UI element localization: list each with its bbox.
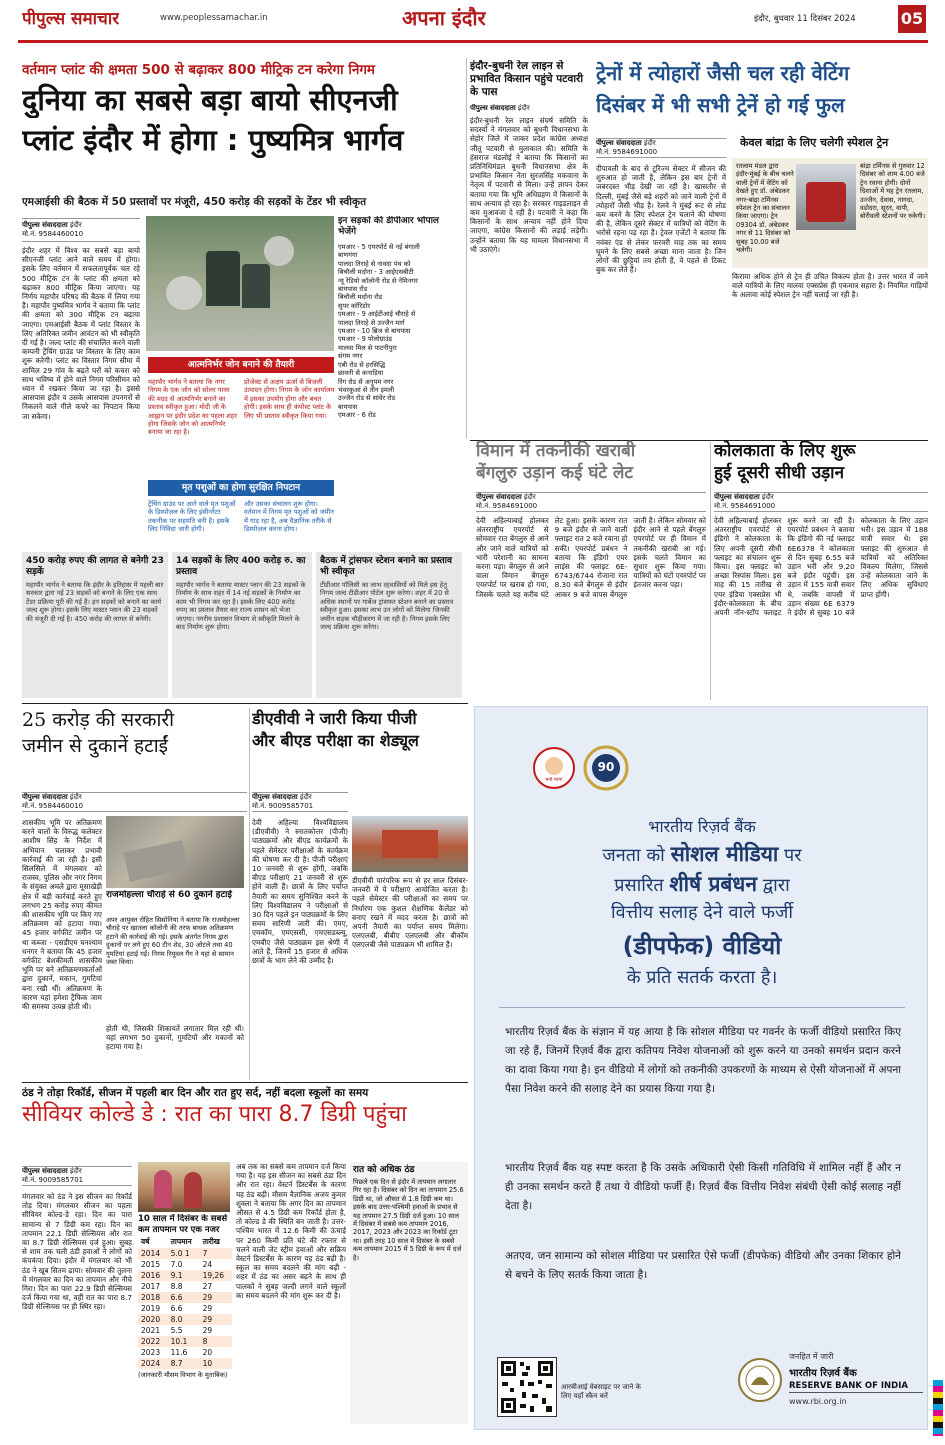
- story9-box: [350, 1162, 468, 1424]
- footer-english: RESERVE BANK OF INDIA: [789, 1381, 923, 1393]
- table-row: 2024 8.7 10: [138, 1358, 232, 1369]
- story9-byline-block: [22, 1166, 132, 1186]
- story2-byline: पीपुल्स संवाददाता: [470, 104, 516, 112]
- box-transfer-text: टीडीआर पॉलिसी का लाभ रहवासियों को मिले इस हेतु निगम जल्द टीडीआर पोर्टल शुरू करेगा। शहर में 20 से अधिक स्थानों पर गार्बेज ट्रांसफर स्टेशन बनाने का प्रस्ताव स्वीकृत हुआ। इसका लाभ उन लोगों को मिलेगा जिनकी जमीन सड़क चौड़ीकरण में जा रही है। निगम इसके लिए जल्द प्रक्रिया शुरू करेगा।: [320, 581, 454, 632]
- mascot-label: मनी मामा: [545, 777, 563, 783]
- story3-box-text-2: बांद्रा टर्मिनस से गुरुवार 12 दिसंबर को शाम 4.00 बजे ट्रेन रवाना होगी। दोनों दिशाओं में यह ट्रेन रतलाम, उज्जैन, देवास, नागदा, वडोदरा, सूरत, वापी, बोरीवली स्टेशनों पर रुकेगी।: [860, 162, 926, 221]
- box-green-b: प्रोजेक्ट से अक्षय ऊर्जा से बिजली उत्पादन होगा। निगम के जोन कार्यालय में इसका उपयोग होगा और बचत होगी। इसके साथ ही कंपोस्ट प्लांट के लिए भी प्रस्ताव स्वीकृत किया गया।: [244, 378, 335, 420]
- tank-shape: [264, 236, 294, 266]
- masthead-logo: पीपुल्स समाचार: [22, 9, 120, 29]
- box-400cr-head: 14 सड़कों के लिए 400 करोड़ रु. का प्रस्ताव: [176, 556, 306, 577]
- ad-line5: (डीपफेक) वीडियो: [622, 932, 782, 960]
- story4-place: इंदौर: [523, 493, 536, 501]
- story5-byline: पीपुल्स संवाददाता: [714, 493, 760, 501]
- ad-line6: के प्रति सतर्क करता है।: [626, 967, 778, 988]
- ad-line2c: पर: [778, 845, 802, 866]
- ad-para1: भारतीय रिज़र्व बैंक के संज्ञान में यह आया है कि सोशल मीडिया पर गवर्नर के फर्जी वीडियो प्रसारित किए जा रहे हैं, जिनमें रिज़र्व बैंक द्वारा कतिपय निवेश योजनाओं को शुरू करने या उनको समर्थन प्रदान करने का दावा किया गया है। इन वीडियो में लोगों को तकनीकी उपकरणों के माध्यम से ऐसी योजनाओं में अपना पैसा निवेश करने की सलाह देने का प्रयास किया गया है।: [505, 1026, 901, 1095]
- story3-headline-1: ट्रेनों में त्योहारों जैसी चल रही वेटिंग: [596, 61, 850, 85]
- story9-byline: पीपुल्स संवाददाता: [22, 1167, 68, 1175]
- story3-box-text: रतलाम मंडल द्वारा इंदौर-मुंबई के बीच चलने वाली ट्रेनों में वेटिंग को देखते हुए डॉ. अंबेडकर नगर-बांद्रा टर्मिनस स्पेशल ट्रेन का संचालन किया जाएगा। ट्रेन 09304 डॉ. अंबेडकर नगर से 11 दिसंबर को सुबह 10.00 बजे चलेगी।: [736, 162, 794, 255]
- tank-shape: [166, 276, 202, 310]
- list-item: एबी रोड से हरसिद्धि: [338, 360, 386, 369]
- story4-mob: मो.नं. 9584691000: [476, 502, 538, 510]
- rbi-logo-svg: [737, 1357, 783, 1403]
- col-rule: [249, 708, 250, 1080]
- story8-photo: [352, 816, 468, 872]
- box-450cr-text: महापौर भार्गव ने बताया कि इंदौर के इतिहास में पहली बार सरकार द्वारा नई 23 सड़कों को बनाने के लिए एक साथ टेंडर प्रक्रिया पूरी की गई है। इन सड़कों को बनाने का कार्य जल्द शुरू होगा। इसके लिए मास्टर प्लान की 23 सड़कों की मंजूरी दी गई है। 450 करोड़ की लागत से बनेगी।: [26, 581, 164, 623]
- story4-headline-1: विमान में तकनीकी खराबी: [476, 441, 636, 461]
- masthead-url[interactable]: www.peoplessamachar.in: [160, 13, 268, 23]
- story7-photo: [106, 816, 244, 888]
- list-item: बायपास: [338, 402, 358, 411]
- ad-line3c: द्वारा: [757, 875, 790, 896]
- qr-caption: आरबीआई वेबसाइट पर जाने के लिए यहाँ स्कैन करें: [561, 1383, 641, 1400]
- story3-place: इंदौर: [643, 139, 656, 147]
- ad-line2: [475, 840, 928, 868]
- story1-headline-1: दुनिया का सबसे बड़ा बायो सीएनजी: [22, 83, 398, 117]
- list-item: पालदा तिराहे से नावदा पंथ को: [338, 259, 411, 268]
- tank-shape: [242, 264, 270, 308]
- story9-box-text: पिछले एक दिन से इंदौर में तापमान लगातार गिर रहा है। दिसंबर को दिन का तापमान 25.6 डिग्री था, जो औसत से 1.8 डिग्री कम था। इसके बाद उत्तर-पश्चिमी हवाओं के प्रभाव से यह तापमान 27.5 डिग्री दर्ज हुआ। 10 साल में दिसंबर में सबसे कम तापमान 2016, 2017, 2023 और 2023 का रिकॉर्ड टूटा था। इसी तरह 10 साल में दिसंबर के सबसे कम तापमान 2015 में 5 डिग्री के रूप में दर्ज है।: [353, 1178, 464, 1262]
- table-row: 2015 7.0 24: [141, 1260, 213, 1269]
- list-item: रिंग रोड से अनुपम नगर: [338, 377, 394, 386]
- story8-mob: मो.नं. 9009585701: [252, 802, 314, 810]
- table-row: 2019 6.6 29: [141, 1304, 213, 1313]
- story4-body: देवी अहिल्याबाई होलकर अंतरराष्ट्रीय एयरपोर्ट से सोमवार रात बेंगलुरु से आने और जाने वाले यात्रियों को भारी परेशानी का सामना करना पड़ा। बेंगलुरु से आने वाला विमान बेंगलुरु एयरपोर्ट पर खराब हो गया, जिसके चलते यह करीब घंटे लेट हुआ। इसके कारण रात 9 बजे इंदौर से जाने वाली फ्लाइट रात 2 बजे रवाना हो सकी। एयरपोर्ट प्रबंधन ने बताया कि इंडिगो एयर लाइंस की फ्लाइट 6E-6743/6744 रोजाना रात 8.30 बजे बेंगलुरु से इंदौर आकर 9 बजे वापस बेंगलुरु जाती है। लेकिन सोमवार को इंदौर आने से पहले बेंगलुरु एयरपोर्ट पर ही विमान में तकनीकी खराबी आ गई। इसके चलते विमान का सुधार शुरू किया गया। यात्रियों को घंटों एयरपोर्ट पर इंतजार करना पड़ा।: [476, 516, 706, 599]
- debris-shape: [124, 840, 189, 882]
- story9-photo: [138, 1162, 230, 1212]
- story4-byline-block: [476, 492, 706, 512]
- qr-code-icon[interactable]: [497, 1357, 557, 1417]
- rbi-90-text: 90: [597, 760, 615, 774]
- list-item: एमआर - 6 रोड: [338, 411, 376, 420]
- ad-line3a: प्रसारित: [614, 875, 670, 896]
- ad-line3b: शीर्ष प्रबंधन: [669, 872, 757, 896]
- temp-col-temp: तापमान: [170, 1237, 192, 1246]
- story4-headline-2: बेंगलुरु उड़ान कई घंटे लेट: [476, 463, 634, 483]
- story1-list-head: इन सड़कों की डीपीआर भोपाल भेजेंगे: [338, 216, 440, 237]
- box-green-a: महापौर भार्गव ने बताया कि नगर निगम के एक जोन को सोलर पावर की मदद से आत्मनिर्भर बनाने का प्रस्ताव स्वीकृत हुआ। मोदी जी के आह्वान पर इंदौर प्रदेश का पहला शहर होगा जिसके जोन को आत्मनिर्भर बनाया जा रहा है।: [148, 378, 237, 437]
- print-registration-marks: [933, 1380, 943, 1436]
- person-shape: [184, 1172, 202, 1208]
- mascot-face: [545, 757, 563, 775]
- footer-hindi: भारतीय रिज़र्व बैंक: [789, 1368, 857, 1379]
- story3-body: दीपावली के बाद से टूरिज्म सेक्टर में सीजन की शुरुआत हो जाती है, लेकिन इस बार ट्रेनों में जबरदस्त भीड़ देखी जा रही है। खासतौर से दिल्ली, मुंबई जैसे बड़े शहरों को जाने वाली ट्रेनों में त्योहारों जैसी भीड़ है। रेलवे ने मुंबई रूट से लोड कम करने के लिए स्पेशल ट्रेन चलाने की घोषणा की है, लेकिन दूसरे सेक्टर में यात्रियों को वेटिंग के भरोसे रहना पड़ रहा है। ट्रेवल एजेंटों ने बताया कि नवंबर एंड से लेकर फरवरी माह तक का समय घूमने के लिए सबसे अच्छा माना जाता है। जिन लोगों की छुट्टियां तय होती हैं, वे पहले से टिकट बुक कर लेते हैं।: [596, 164, 726, 275]
- ad-line1: भारतीय रिज़र्व बैंक: [648, 817, 756, 836]
- list-item: न्यू रेडियो कॉलोनी रोड से नेमिनगर: [338, 276, 418, 285]
- list-item: एमआर - 5 एयरपोर्ट से नई बंगाली: [338, 243, 420, 251]
- story3-subhead: केवल बांद्रा के लिए चलेगी स्पेशल ट्रेन: [740, 136, 889, 149]
- story3-body-2: किराया अधिक होने से ट्रेन ही उचित विकल्प होता है। उत्तर भारत में जाने वाले यात्रियों के लिए मालवा एक्सप्रेस ही एकमात्र सहारा है। नियमित गाड़ियों के अलावा कोई स्पेशल ट्रेन नहीं चलाई जा रही है।: [732, 272, 928, 300]
- story1-mob: मो.नं. 9584460010: [22, 230, 84, 238]
- ad-para2: भारतीय रिज़र्व बैंक यह स्पष्ट करता है कि उसके अधिकारी ऐसी किसी गतिविधि में शामिल नहीं हैं और न ही उनका समर्थन करते हैं तथा ये वीडियो फर्जी हैं। रिज़र्व बैंक वित्तीय निवेश संबंधी ऐसी कोई सलाह नहीं देता है।: [505, 1162, 901, 1212]
- story7-headline-2: जमीन से दुकानें हटाईं: [22, 735, 168, 757]
- story3-byline: पीपुल्स संवाददाता: [596, 139, 642, 147]
- story9-body: मंगलवार को ठंड ने इस सीजन का रिकॉर्ड तोड़ दिया। मंगलवार सीजन का पहला सीवियर कोल्ड-डे रहा। दिन का पारा सामान्य से 7 डिग्री कम रहा। दिन का तापमान 22.1 डिग्री सेल्सियस और रात का 8.7 डिग्री सेल्सियस दर्ज हुआ। सुबह से शाम तक चली ठंडी हवाओं ने लोगों को कंपकंपा दिया। इंदौर में मंगलवार को भी ठंड ने खूब सितम ढाया। सोमवार की तुलना में मंगलवार का दिन का तापमान और नीचे गिरा। दिन का पारा 22.9 डिग्री सेल्सियस दर्ज किया गया था, वहीं रात का पारा 8.7 डिग्री सेल्सियस पर ही स्थिर रहा।: [22, 1192, 132, 1312]
- ad-line2a: जनता को: [602, 845, 671, 866]
- story7-body: शासकीय भूमि पर अतिक्रमण करने वालों के विरुद्ध कलेक्टर आशीष सिंह के निर्देश में अभियान चलाकर प्रभावी कार्रवाई की जा रही है। इसी सिलसिले में मंगलवार को राजस्व, पुलिस और नगर निगम के संयुक्त अमले द्वारा मूसाखेड़ी क्षेत्र में बड़ी कार्रवाई करते हुए लगभग 25 करोड़ रुपए कीमत की शासकीय भूमि पर किए गए अतिक्रमण को हटाया गया। 45 हजार वर्गफीट जमीन पर था कब्जा - एसडीएम घनश्याम धनगर ने बताया कि 45 हजार वर्गफीट बेशकीमती शासकीय भूमि पर बने अतिक्रमणकर्ताओं द्वारा दुकानें, मकान, गुमटियां बना रखी थीं। अतिक्रमण के कारण यहां हमेशा ट्रैफिक जाम की समस्या उत्पन्न होती थी।: [22, 818, 102, 1012]
- story7-byline: पीपुल्स संवाददाता: [22, 793, 68, 801]
- story1-body: इंदौर शहर में विश्व का सबसे बड़ा बायो सीएनजी प्लांट आने वाले समय में होगा। इसके लिए वर्तमान में सफलतापूर्वक चल रहे 500 मीट्रिक टन के प्लांट की क्षमता को बढ़ाकर 800 मीट्रिक किया जाएगा। यह निर्णय महापौर परिषद की बैठक में लिया गया है। महापौर पुष्यमित्र भार्गव ने बताया कि प्लांट की क्षमता को 300 मीट्रिक टन बढ़ाया जाएगा। एमआईसी बैठक में प्लांट विस्तार के लिए अतिरिक्त जमीन आवंटन को भी स्वीकृति दी गई है। जल्द प्लांट की संचालित करने वाली कम्पनी ट्रेंचिंग ग्राउंड पर विस्तार के लिए काम शुरू करेगी। प्लांट का विस्तार निगम सीमा में शामिल 29 गांव के बढ़ते घरों को कचरा को साथ भविष्य में होने वाले निगम परिसीमन को ध्यान में रखकर किया जा रहा है। इससे आसपास इंदौर व उसके आसपास उपनगरों से निकलने वाले गीले कचरे का निपटान किया जा सकेगा।: [22, 246, 140, 421]
- story1-place: इंदौर: [69, 221, 82, 229]
- story5-headline-1: कोलकाता के लिए शुरू: [714, 441, 856, 461]
- col-rule: [466, 58, 467, 438]
- list-item: भंवरकुआं से तीन इमली: [338, 385, 395, 394]
- story1-headline-2: प्लांट इंदौर में होगा : पुष्यमित्र भार्गव: [22, 123, 404, 157]
- story9-mob: मो.नं. 9009585701: [22, 1176, 84, 1184]
- story1-photo: [146, 216, 334, 351]
- table-row: 2020 8.0 29: [138, 1314, 232, 1325]
- table-row: 2023 11.6 20: [141, 1348, 213, 1357]
- ad-para3: अतएव, जन सामान्य को सोशल मीडिया पर प्रसारित ऐसे फर्जी (डीपफेक) वीडियो और उनका शिकार होने से बचने के लिए सतर्क किया जाता है।: [505, 1250, 901, 1281]
- list-item: बिचौली मर्दाना - 3 आईएसबीटी: [338, 268, 414, 277]
- list-item: एमआर - 9 आईटीआई चौराहे से: [338, 310, 416, 319]
- building-shape: [382, 830, 438, 858]
- rule-h: [22, 703, 468, 704]
- box-400cr-text: महापौर भार्गव ने बताया मास्टर प्लान की 23 सड़कों के निर्माण के साथ शहर में 14 नई सड़कों के निर्माण का काम भी निगम कर रहा है। इसके लिए 400 करोड़ रुपए का प्रस्ताव तैयार कर राज्य शासन को भेजा जाएगा। नगरीय प्रशासन विभाग से स्वीकृति मिलने के बाद निर्माण शुरू होगा।: [176, 581, 306, 632]
- story3-headline-2: दिसंबर में भी सभी ट्रेनें हो गई फुल: [596, 93, 845, 117]
- box-450cr: [22, 552, 168, 698]
- story2-byline-block: [470, 104, 588, 113]
- story7-photo-box: [106, 916, 244, 1020]
- list-item: संगम नगर: [338, 352, 363, 361]
- ad-divider: [499, 1007, 905, 1008]
- temp-col-year: वर्ष: [141, 1237, 150, 1246]
- story9-kicker: ठंड ने तोड़ा रिकॉर्ड, सीजन में पहली बार दिन और रात हुए सर्द, नहीं बदला स्कूलों का समय: [22, 1087, 369, 1099]
- col-rule: [710, 442, 711, 700]
- story8-headline-2: और बीएड परीक्षा का शेड्यूल: [252, 731, 419, 750]
- story1-list: [338, 243, 460, 533]
- story1-byline: पीपुल्स संवाददाता: [22, 221, 68, 229]
- box-blue-a: ट्रेंचिंग ग्राउंड पर आने वाले मृत पशुओं के डिस्पोज़ल के लिए इंसीनरेटर तकनीक पर सहमति बनी है। इसके लिए निविदा जारी होगी।: [148, 500, 236, 534]
- story7-photo-box-text: अपर आयुक्त रोहित सिसोनिया ने बताया कि राजमोहल्ला चौराहे पर खातला कॉलोनी की तरफ बाधक अतिक्रमण हटाने की कार्रवाई की गई। इसके अंतर्गत निगम द्वारा दुकानों पर लगे हुए 60 टीन शेड, 30 ओटले तथा 40 गुमटियां हटाई गईं। निगम रिमूवल गैंग ने यहां से सामान जब्त किया।: [106, 916, 240, 967]
- train-photo: [796, 164, 856, 230]
- temp-col-date: तारीख: [202, 1237, 220, 1246]
- footer-top: जनहित में जारी: [789, 1352, 834, 1361]
- list-item: एमआर - 10 ब्रिज से बायपास: [338, 327, 411, 336]
- story5-headline-2: हुई दूसरी सीधी उड़ान: [714, 463, 845, 483]
- story2-body: इंदौर-बुधनी रेल लाइन संघर्ष समिति के सदस्यों ने मंगलवार को बुधनी विधानसभा के सेहोर जिले में जाकर प्रदेश कांग्रेस अध्यक्ष जीतू पटवारी से मुलाकात की। समिति के हंसराज मंडलोई ने बताया कि किसानों का प्रतिनिधिमंडल बुधनी विधानसभा क्षेत्र के प्रभावित किसान नेता सुरजसिंह मकवाना के नेतृत्व में पटवारी से मिला। उन्हें ज्ञापन देकर बताया गया कि भूमि अधिग्रहण में किसानों के साथ अन्याय हो रहा है। सरकार गाइडलाइन से कम मुआवजा दे रही है। पटवारी ने कहा कि किसानों के साथ अन्याय नहीं होने दिया जाएगा, कांग्रेस किसानों की लड़ाई लड़ेगी। उन्होंने बताया कि यह मामला विधानसभा में भी उठाएंगे।: [470, 116, 588, 254]
- story8-headline-1: डीएवीवी ने जारी किया पीजी: [252, 709, 417, 728]
- story9-box-head: रात को अधिक ठंड: [353, 1165, 415, 1175]
- page-number: 05: [898, 5, 926, 33]
- story5-byline-block: [714, 492, 928, 512]
- box-green-head: आत्मनिर्भर जोन बनाने की तैयारी: [148, 357, 334, 373]
- box-transfer-head: बैठक में ट्रांसफर स्टेशन बनाने का प्रस्ताव भी स्वीकृत: [320, 556, 452, 577]
- rule-h: [22, 1082, 468, 1083]
- list-item: बाणगंगा: [338, 251, 358, 260]
- list-item: एमआर - 9 पोलोग्राउंड: [338, 335, 393, 344]
- box-blue-head: मृत पशुओं का होगा सुरक्षित निपटान: [148, 480, 334, 496]
- masthead-rule: [18, 40, 928, 43]
- dateline: इंदौर, बुधवार 11 दिसंबर 2024: [754, 14, 856, 24]
- story5-body: देवी अहिल्याबाई होलकर अंतरराष्ट्रीय एयरपोर्ट से इंडिगो ने कोलकाता के लिए अपनी दूसरी सीधी फ्लाइट का संचालन शुरू किया। इस फ्लाइट को अच्छा रिस्पांस मिला। इस माह की 15 तारीख से एयर इंडिया एक्सप्रेस भी इंदौर-कोलकाता के बीच अपनी नॉन-स्टॉप फ्लाइट शुरू करने जा रही है। एयरपोर्ट प्रबंधन ने बताया कि इंडिगो की नई फ्लाइट 6E6378 ने कोलकाता से दिन सुबह 6.55 बजे उड़ान भरी और 9.20 बजे इंदौर पहुंची। इस उड़ान में 155 यात्री सवार थे, जबकि वापसी में उड़ान संख्या 6E 6379 ने इंदौर से सुबह 10 बजे कोलकाता के लिए उड़ान भरी। इस उड़ान में 188 यात्री सवार थे। इस फ्लाइट की शुरुआत से यात्रियों को अतिरिक्त विकल्प मिलेगा, जिससे उन्हें कोलकाता जाने के लिए अधिक सुविधाएं प्राप्त होंगी।: [714, 516, 928, 618]
- story5-mob: मो.नं. 9584691000: [714, 502, 776, 510]
- story4-byline: पीपुल्स संवाददाता: [476, 493, 522, 501]
- box-transfer-station: [316, 552, 462, 698]
- table-row: 2022 10.1 8: [138, 1336, 232, 1347]
- story9-place: इंदौर: [69, 1167, 82, 1175]
- table-row: 2016 9.1 19,26: [138, 1270, 232, 1281]
- story9-headline: सीवियर कोल्डे डे : रात का पारा 8.7 डिग्री पहुंचा: [22, 1102, 407, 1127]
- person-shape: [154, 1170, 172, 1208]
- box-blue-b: और उसका संचालन शुरू होगा। वर्तमान में निगम मृत पशुओं को जमीन में गाड़ रहा है, अब वैज्ञानिक तरीके से डिस्पोज़ल करना होगा।: [244, 500, 334, 534]
- story8-byline-block: [252, 792, 348, 812]
- rbi-ad: [474, 706, 928, 1430]
- section-title: अपना इंदौर: [402, 6, 486, 30]
- ad-line4: वित्तीय सलाह देने वाले फर्जी: [610, 902, 793, 923]
- list-item: बिचौली मर्दाना रोड: [338, 293, 383, 302]
- list-item: उज्जैन रोड से सांवेर रोड: [338, 394, 396, 403]
- story8-place: इंदौर: [299, 793, 312, 801]
- qr-code-svg: [498, 1358, 556, 1416]
- footer-url[interactable]: www.rbi.org.in: [789, 1397, 847, 1406]
- table-row: 2018 6.6 29: [138, 1292, 232, 1303]
- temp-table-note: (जानकारी मौसम विभाग के मुताबिक): [138, 1371, 228, 1379]
- ad-line3: [475, 870, 928, 898]
- tank-shape: [206, 251, 240, 306]
- story1-kicker: वर्तमान प्लांट की क्षमता 500 से बढ़ाकर 800 मीट्रिक टन करेगा निगम: [22, 62, 375, 78]
- story9-body-2: अब तक का सबसे कम तापमान दर्ज किया गया है। यह इस सीजन का सबसे ठंडा दिन और रात रहा। वेस्टर्न डिस्टर्बेंस के कारण यह ठंड बढ़ी। मौसम वैज्ञानिक अजय कुमार शुक्ला ने बताया कि अगर दिन का तापमान औसत से 4.5 डिग्री कम रिकॉर्ड होता है, तो कोल्ड डे की स्थिति बन जाती है। उत्तर-पश्चिम भारत में 12.6 किमी की ऊंचाई पर 260 किमी प्रति घंटे की रफ्तार से चलने वाली जेट स्ट्रीम हवाओं और सक्रिय वेस्टर्न डिस्टर्बेंस के कारण यह ठंड बढ़ी है। स्कूल का समय बदलने की मांग बढ़ी - शहर में ठंड का असर बढ़ने के साथ ही पालकों ने सुबह जल्दी लगने वाले स्कूलों का समय बदलने की मांग शुरू कर दी है।: [236, 1162, 346, 1300]
- rbi-90-badge-icon: [583, 745, 631, 791]
- temp-table-head: 10 साल में दिसंबर के सबसे कम तापमान पर एक नजर: [138, 1214, 228, 1235]
- story5-place: इंदौर: [761, 493, 774, 501]
- story1-byline-block: [22, 218, 140, 242]
- story3-mob: मो.नं. 9584691000: [596, 148, 658, 156]
- story7-photo-caption: राजमोहल्ला चौराहे से 60 दुकानें हटाईं: [106, 890, 232, 900]
- ad-line2b: सोशल मीडिया: [670, 842, 779, 866]
- rbi-logo-icon: [737, 1357, 783, 1403]
- story7-body-2: होती थी, जिसकी शिकायतें लगातार मिल रही थीं। यहां लगभग 50 दुकानों, गुमटियों और मकानों को हटाया गया है।: [106, 1024, 244, 1052]
- table-row: 2017 8.8 27: [141, 1282, 213, 1291]
- temp-table: [138, 1236, 232, 1396]
- story7-mob: मो.नं. 9584460010: [22, 802, 84, 810]
- story2-headline: इंदौर-बुधनी रेल लाइन से प्रभावित किसान पहुंचे पटवारी के पास: [470, 60, 584, 98]
- list-item: सुपर कॉरिडोर: [338, 301, 371, 310]
- train-engine: [806, 182, 846, 222]
- table-row: 2021 5.5 29: [141, 1326, 213, 1335]
- story8-byline: पीपुल्स संवाददाता: [252, 793, 298, 801]
- list-item: बायपास रोड: [338, 285, 368, 294]
- box-450cr-head: 450 करोड़ रुपए की लागत से बनेगी 23 सड़कें: [26, 556, 164, 577]
- story8-body-2: डीएवीवी पारंपरिक रूप से हर साल दिसंबर-जनवरी में ये परीक्षाएं आयोजित करता है। पहले सेमेस्टर की परीक्षाओं का समय पर निर्धारण एक कुशल शैक्षणिक कैलेंडर को बनाए रखने में मदद करता है। छात्रों को अपनी तैयारी का पर्याप्त समय मिलेगा। एलएलबी, बीबीए एलएलबी और बीकॉम एलएलबी जैसे पाठ्यक्रम भी शामिल हैं।: [352, 876, 468, 950]
- story2-place: इंदौर: [517, 104, 530, 112]
- mascot-icon: [533, 747, 575, 789]
- story7-headline-1: 25 करोड़ की सरकारी: [22, 709, 175, 731]
- temp-table-grid: [138, 1236, 232, 1369]
- list-item: छावनी से कनाड़िया: [338, 369, 384, 378]
- box-400cr: [172, 552, 312, 698]
- story1-subhead: एमआईसी की बैठक में 50 प्रस्तावों पर मंजूरी, 450 करोड़ की सड़कों के टेंडर भी स्वीकृत: [22, 196, 367, 208]
- table-row: 2014 5.0 1 7: [138, 1248, 232, 1259]
- list-item: मालवा मिल से पाटनीपुरा: [338, 343, 397, 352]
- story3-box: [732, 158, 928, 268]
- masthead: [0, 0, 945, 42]
- story8-body: देवी अहिल्या विश्वविद्यालय (डीएवीवी) ने स्नातकोत्तर (पीजी) पाठ्यक्रमों और बीएड कार्यक्रमों के पहले सेमेस्टर परीक्षाओं के कार्यक्रम की घोषणा कर दी है। पीजी परीक्षाएं 10 जनवरी से शुरू होंगी, जबकि बीएड परीक्षाएं 21 जनवरी से शुरू होने वाली हैं। छात्रों के लिए पर्याप्त तैयारी का समय सुनिश्चित करने के लिए विश्वविद्यालय ने परीक्षाओं से 30 दिन पहले इन पाठ्यक्रमों के लिए समय सारिणी जारी की। एमए, एमकॉम, एमएससी, एमएसडब्ल्यू, एमबीए जैसे पाठ्यक्रम इस श्रेणी में आते हैं, जिनमें 15 हजार से अधिक छात्रों के भाग लेने की उम्मीद है।: [252, 818, 348, 966]
- list-item: पालदा तिराहे से उज्जैन मार्ग: [338, 318, 405, 327]
- story3-byline-block: [596, 138, 726, 158]
- story7-byline-block: [22, 792, 247, 812]
- story7-place: इंदौर: [69, 793, 82, 801]
